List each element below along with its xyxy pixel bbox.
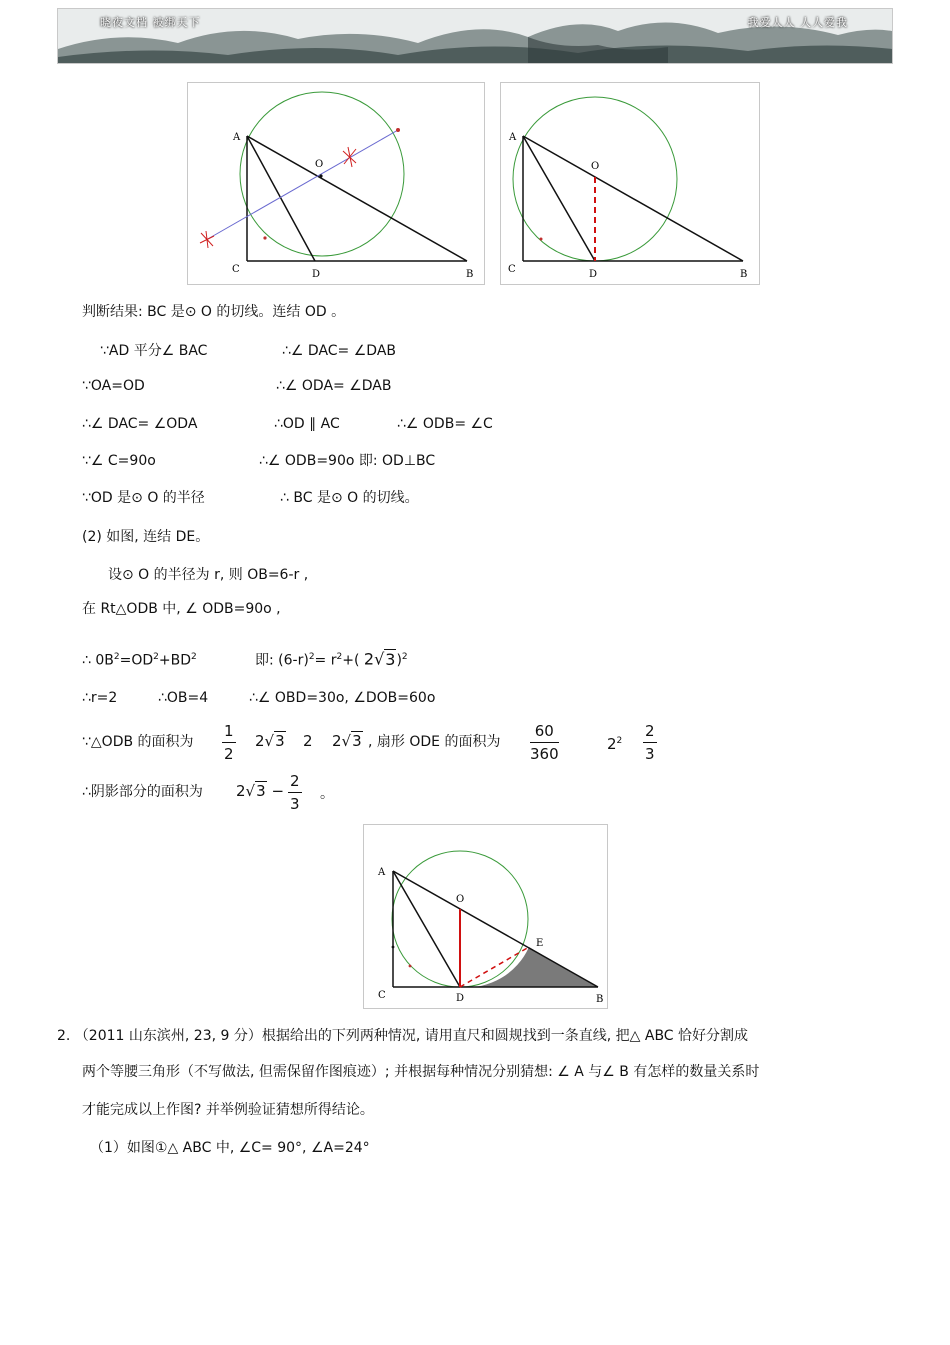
- figure2-label-d: D: [589, 269, 598, 280]
- minus-sign: −: [271, 782, 285, 800]
- fraction-60-num: 60: [530, 720, 559, 743]
- pythagoras-equation: [82, 648, 197, 670]
- eq-bd: +BD: [158, 652, 191, 669]
- step5-conclusion: ∴ BC 是⊙ O 的切线。: [280, 490, 419, 506]
- figure3-label-b: B: [596, 994, 604, 1005]
- figure2-label-b: B: [740, 269, 748, 280]
- eq-sub-coef: 2: [363, 649, 375, 669]
- figure2-label-o: O: [591, 161, 600, 172]
- problem2-line4: （1）如图①△ ABC 中, ∠C= 90°, ∠A=24°: [90, 1140, 370, 1156]
- part2-triangle: 在 Rt△ODB 中, ∠ ODB=90o ,: [82, 601, 281, 617]
- step2-conclusion: ∴∠ ODA= ∠DAB: [276, 378, 392, 394]
- eq-sup-1: 2: [113, 652, 120, 662]
- result-ob: ∴OB=4: [158, 690, 209, 706]
- area-term-2: 2: [303, 732, 313, 750]
- figure1-label-a: A: [233, 132, 241, 143]
- eq-sub-r: = r: [314, 652, 337, 669]
- tangent-diagram: [501, 83, 759, 284]
- figure2-label-a: A: [509, 132, 517, 143]
- header-banner: [57, 8, 893, 64]
- eq-sub-paren: +(: [342, 652, 360, 669]
- area-term-4: [607, 731, 622, 754]
- term3-coef: 2: [332, 732, 342, 750]
- step1-conclusion: ∴∠ DAC= ∠DAB: [282, 343, 396, 359]
- term1-root: 3: [275, 732, 285, 750]
- shade-term: 2√3 −: [236, 782, 285, 800]
- shade-coef: 2: [236, 782, 246, 800]
- figure3-label-e: E: [536, 938, 544, 949]
- eq-left: ∴ 0B: [82, 652, 114, 669]
- fraction-two-thirds-a-den: 3: [645, 745, 655, 763]
- fraction-half: [222, 720, 236, 765]
- figure3-label-d: D: [456, 993, 465, 1004]
- step5-reason: ∵OD 是⊙ O 的半径: [82, 490, 205, 506]
- shade-prefix: ∴阴影部分的面积为: [82, 784, 203, 800]
- shade-period: 。: [320, 786, 334, 802]
- term1-coef: 2: [255, 732, 265, 750]
- banner-right-text: 我爱人人 人人爱我: [747, 16, 848, 29]
- step3-mid: ∴OD ∥ AC: [274, 416, 340, 432]
- term4-base: 2: [607, 735, 617, 753]
- fraction-two-thirds-b-num: 2: [288, 770, 302, 793]
- figure1-label-o: O: [315, 159, 324, 170]
- fraction-60-360: [530, 720, 559, 765]
- fraction-two-thirds-a-num: 2: [643, 720, 657, 743]
- part2-assume: 设⊙ O 的半径为 r, 则 OB=6-r ,: [108, 567, 309, 583]
- problem2-line3: 才能完成以上作图? 并举例验证猜想所得结论。: [82, 1102, 374, 1118]
- shade-root: 3: [256, 782, 266, 800]
- problem2-line2: 两个等腰三角形（不写做法, 但需保留作图痕迹）; 并根据每种情况分别猜想: ∠ A 与∠ B 有怎样的数量关系时: [82, 1064, 760, 1080]
- eq-sup-3: 2: [191, 652, 197, 662]
- term4-exp: 2: [616, 736, 623, 746]
- figure-construction: [187, 82, 485, 285]
- figure3-label-c: C: [378, 990, 386, 1001]
- fraction-half-num: 1: [222, 720, 236, 743]
- pythagoras-substitution: 即: $(6-r)^2= r^2+$( 2√3)$^2$: [255, 649, 408, 669]
- eq-od: =OD: [119, 652, 154, 669]
- eq-sub-root: 3: [385, 649, 396, 669]
- area-term-3: 2√3: [332, 732, 362, 750]
- step3-conclusion: ∴∠ ODB= ∠C: [397, 416, 493, 432]
- result-line: 判断结果: BC 是⊙ O 的切线。连结 OD 。: [82, 304, 346, 320]
- figure-tangent: [500, 82, 760, 285]
- step1-reason: ∵AD 平分∠ BAC: [100, 343, 208, 359]
- result-angles: ∴∠ OBD=30o, ∠DOB=60o: [249, 690, 436, 706]
- figure2-label-c: C: [508, 264, 516, 275]
- area-term-1: 2√3: [255, 732, 285, 750]
- eq-sub-prefix: 即: (6-r): [255, 652, 309, 669]
- construction-diagram: [188, 83, 484, 284]
- eq-sub-sup-3: 2: [401, 652, 408, 662]
- shaded-diagram: [364, 825, 607, 1008]
- figure3-label-a: A: [378, 867, 386, 878]
- result-r: ∴r=2: [82, 690, 118, 706]
- fraction-two-thirds-a: [643, 720, 657, 765]
- figure1-label-c: C: [232, 264, 240, 275]
- fraction-half-den: 2: [224, 745, 234, 763]
- eq-sub-close: ): [396, 652, 402, 669]
- figure1-label-d: D: [312, 269, 321, 280]
- step4-reason: ∵∠ C=90o: [82, 453, 156, 469]
- step2-reason: ∵OA=OD: [82, 378, 145, 394]
- problem2-line1: 2. （2011 山东滨州, 23, 9 分）根据给出的下列两种情况, 请用直尺和圆规找到一条直线, 把△ ABC 恰好分割成: [57, 1028, 749, 1044]
- figure-shaded: [363, 824, 608, 1009]
- eq-sub-sup-1: 2: [308, 652, 315, 662]
- fraction-two-thirds-b: [288, 770, 302, 815]
- term3-root: 3: [352, 732, 362, 750]
- figure1-label-b: B: [466, 269, 474, 280]
- fraction-360-den: 360: [530, 745, 559, 763]
- area-prefix: ∵△ODB 的面积为: [82, 734, 194, 750]
- figure3-label-o: O: [456, 894, 465, 905]
- sector-text: , 扇形 ODE 的面积为: [368, 734, 501, 750]
- eq-sub-sup-2: 2: [336, 652, 343, 662]
- step3-reason: ∴∠ DAC= ∠ODA: [82, 416, 198, 432]
- fraction-two-thirds-b-den: 3: [290, 795, 300, 813]
- part2-heading: (2) 如图, 连结 DE。: [82, 529, 210, 545]
- step4-conclusion: ∴∠ ODB=90o 即: OD⊥BC: [259, 453, 436, 469]
- eq-sup-2: 2: [153, 652, 159, 662]
- banner-left-text: 晓夜文档 被绑天下: [100, 16, 201, 29]
